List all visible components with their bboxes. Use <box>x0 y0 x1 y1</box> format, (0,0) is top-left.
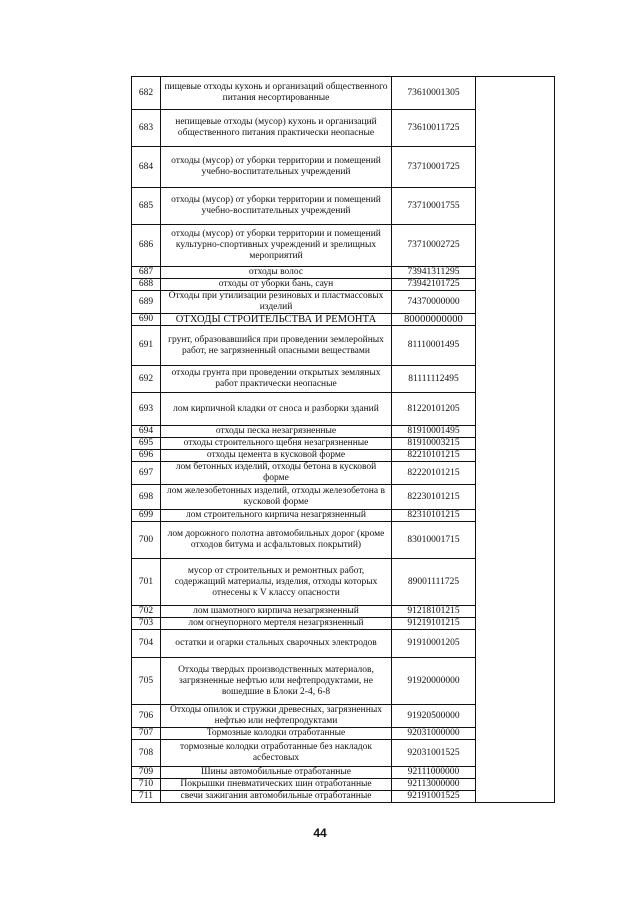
empty-column <box>476 77 555 803</box>
waste-name: отходы грунта при проведении открытых земляных работ практически неопасные <box>161 366 392 393</box>
fkko-code: 82310101215 <box>392 510 476 522</box>
fkko-code: 92031000000 <box>392 728 476 740</box>
row-number: 707 <box>132 728 161 740</box>
fkko-code: 82220101215 <box>392 462 476 485</box>
fkko-code: 73710001725 <box>392 147 476 188</box>
fkko-code: 81910001495 <box>392 426 476 438</box>
row-number: 693 <box>132 393 161 426</box>
waste-name: Шины автомобильные отработанные <box>161 767 392 779</box>
waste-name: ОТХОДЫ СТРОИТЕЛЬСТВА И РЕМОНТА <box>161 314 392 326</box>
waste-name: Отходы при утилизации резиновых и пластмассовых изделий <box>161 291 392 314</box>
row-number: 710 <box>132 779 161 791</box>
fkko-code: 82230101215 <box>392 485 476 510</box>
waste-name: лом огнеупорного мертеля незагрязненный <box>161 618 392 630</box>
row-number: 698 <box>132 485 161 510</box>
waste-name: свечи зажигания автомобильные отработанные <box>161 791 392 803</box>
row-number: 711 <box>132 791 161 803</box>
row-number: 692 <box>132 366 161 393</box>
waste-name: отходы (мусор) от уборки территории и помещений учебно-воспитательных учреждений <box>161 188 392 225</box>
waste-name: лом железобетонных изделий, отходы железобетона в кусковой форме <box>161 485 392 510</box>
waste-name: грунт, образовавшийся при проведении землеройных работ, не загрязненный опасными веществами <box>161 326 392 366</box>
waste-name: отходы песка незагрязненные <box>161 426 392 438</box>
row-number: 701 <box>132 559 161 606</box>
waste-name: отходы от уборки бань, саун <box>161 279 392 291</box>
waste-name: лом строительного кирпича незагрязненный <box>161 510 392 522</box>
fkko-code: 91219101215 <box>392 618 476 630</box>
fkko-code: 83010001715 <box>392 522 476 559</box>
row-number: 706 <box>132 705 161 728</box>
waste-name: Покрышки пневматических шин отработанные <box>161 779 392 791</box>
waste-name: Отходы твердых производственных материалов, загрязненные нефтью или нефтепродуктами, не вошедшие в Блоки 2-4, 6-8 <box>161 658 392 705</box>
row-number: 689 <box>132 291 161 314</box>
table-body <box>132 77 555 803</box>
waste-name: отходы (мусор) от уборки территории и помещений культурно-спортивных учреждений и зрелищных мероприятий <box>161 225 392 267</box>
fkko-code: 74370000000 <box>392 291 476 314</box>
waste-name: отходы цемента в кусковой форме <box>161 450 392 462</box>
row-number: 687 <box>132 267 161 279</box>
waste-name: лом бетонных изделий, отходы бетона в кусковой форме <box>161 462 392 485</box>
waste-classification-table <box>131 76 555 803</box>
fkko-code: 81910003215 <box>392 438 476 450</box>
waste-name: непищевые отходы (мусор) кухонь и организаций общественного питания практически неопасные <box>161 110 392 147</box>
row-number: 697 <box>132 462 161 485</box>
row-number: 685 <box>132 188 161 225</box>
waste-table-page <box>131 76 555 803</box>
row-number: 709 <box>132 767 161 779</box>
fkko-code: 92111000000 <box>392 767 476 779</box>
row-number: 699 <box>132 510 161 522</box>
fkko-code: 89001111725 <box>392 559 476 606</box>
fkko-code: 73942101725 <box>392 279 476 291</box>
row-number: 705 <box>132 658 161 705</box>
waste-name: пищевые отходы кухонь и организаций общественного питания несортированные <box>161 77 392 110</box>
row-number: 704 <box>132 630 161 658</box>
row-number: 683 <box>132 110 161 147</box>
fkko-code: 73710002725 <box>392 225 476 267</box>
row-number: 691 <box>132 326 161 366</box>
fkko-code: 73610011725 <box>392 110 476 147</box>
fkko-code: 80000000000 <box>392 314 476 326</box>
row-number: 694 <box>132 426 161 438</box>
waste-name: Тормозные колодки отработанные <box>161 728 392 740</box>
waste-name: лом кирпичной кладки от сноса и разборки зданий <box>161 393 392 426</box>
fkko-code: 73941311295 <box>392 267 476 279</box>
row-number: 690 <box>132 314 161 326</box>
fkko-code: 92113000000 <box>392 779 476 791</box>
row-number: 700 <box>132 522 161 559</box>
waste-name: мусор от строительных и ремонтных работ, содержащий материалы, изделия, отходы которых отнесены к V классу опасности <box>161 559 392 606</box>
row-number: 695 <box>132 438 161 450</box>
row-number: 708 <box>132 740 161 767</box>
row-number: 682 <box>132 77 161 110</box>
waste-name: остатки и огарки стальных сварочных электродов <box>161 630 392 658</box>
fkko-code: 81110001495 <box>392 326 476 366</box>
fkko-code: 91920500000 <box>392 705 476 728</box>
fkko-code: 81111112495 <box>392 366 476 393</box>
waste-name: Отходы опилок и стружки древесных, загрязненных нефтью или нефтепродуктами <box>161 705 392 728</box>
waste-name: тормозные колодки отработанные без накладок асбестовых <box>161 740 392 767</box>
row-number: 686 <box>132 225 161 267</box>
fkko-code: 91920000000 <box>392 658 476 705</box>
fkko-code: 73710001755 <box>392 188 476 225</box>
fkko-code: 92191001525 <box>392 791 476 803</box>
waste-name: лом шамотного кирпича незагрязненный <box>161 606 392 618</box>
row-number: 702 <box>132 606 161 618</box>
row-number: 703 <box>132 618 161 630</box>
fkko-code: 92031001525 <box>392 740 476 767</box>
fkko-code: 73610001305 <box>392 77 476 110</box>
waste-name: отходы строительного щебня незагрязненные <box>161 438 392 450</box>
waste-name: отходы (мусор) от уборки территории и помещений учебно-воспитательных учреждений <box>161 147 392 188</box>
fkko-code: 82210101215 <box>392 450 476 462</box>
fkko-code: 81220101205 <box>392 393 476 426</box>
row-number: 696 <box>132 450 161 462</box>
fkko-code: 91910001205 <box>392 630 476 658</box>
table-row <box>132 77 555 110</box>
row-number: 684 <box>132 147 161 188</box>
fkko-code: 91218101215 <box>392 606 476 618</box>
waste-name: лом дорожного полотна автомобильных дорог (кроме отходов битума и асфальтовых покрытий) <box>161 522 392 559</box>
row-number: 688 <box>132 279 161 291</box>
waste-name: отходы волос <box>161 267 392 279</box>
page-number: 44 <box>313 826 327 840</box>
